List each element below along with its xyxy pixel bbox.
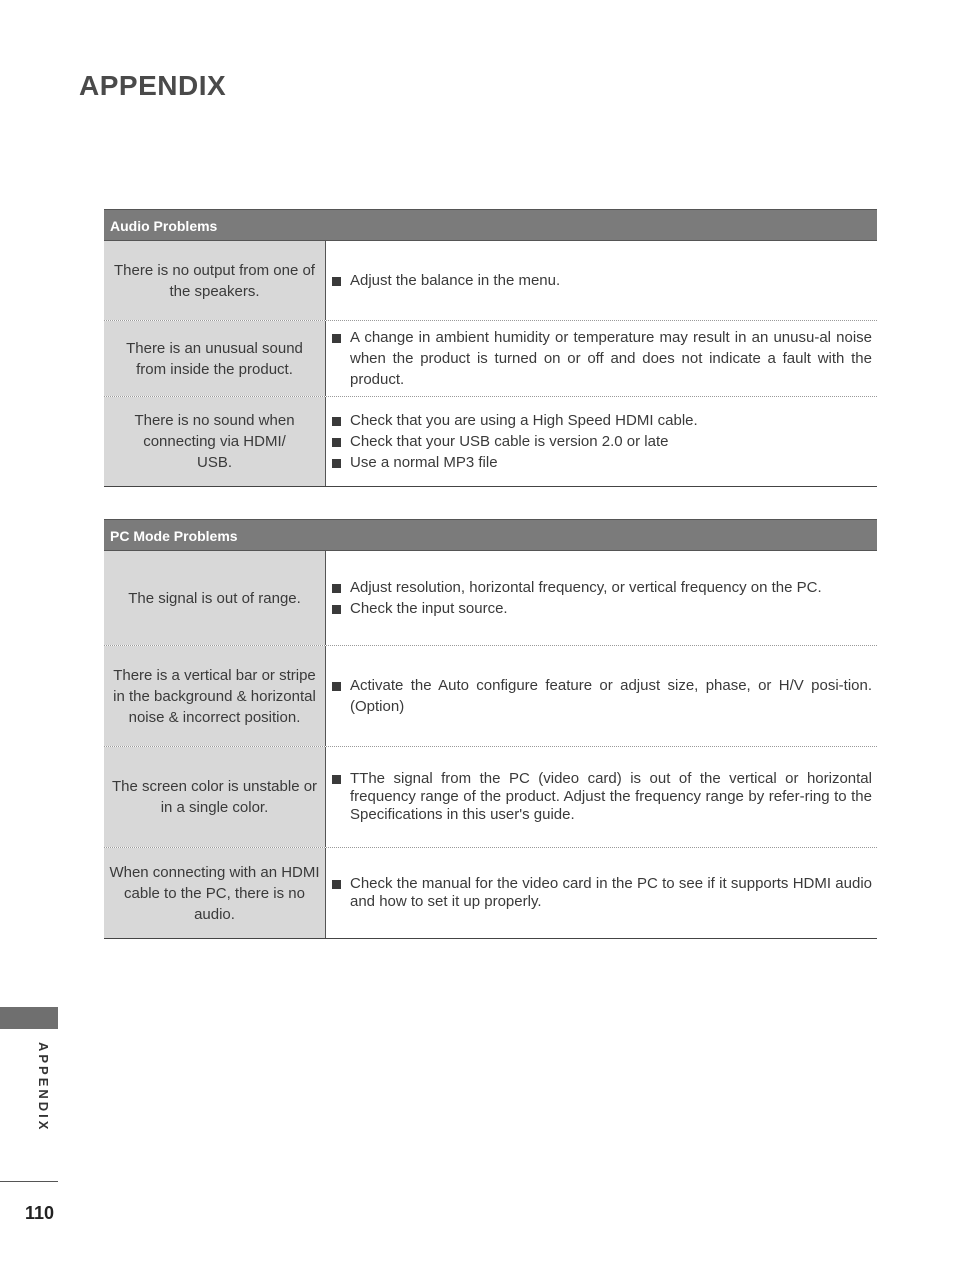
footer-divider [0, 1181, 58, 1182]
problem-cell: There is an unusual sound from inside the product. [104, 321, 326, 396]
page-title: APPENDIX [79, 70, 227, 101]
square-bullet-icon [332, 410, 343, 431]
problem-cell: There is no sound when connecting via HDMI/ USB. [104, 397, 326, 486]
solution-item: TThe signal from the PC (video card) is out of the vertical or horizontal frequency range of the product. Adjust the frequency range by refer-ring to the Specifications in this user's guide. [332, 770, 872, 824]
solution-item: Check the manual for the video card in the PC to see if it supports HDMI audio and how to set it up properly. [332, 875, 872, 911]
table-header: PC Mode Problems [104, 519, 877, 551]
solution-item: A change in ambient humidity or temperature may result in an unusu-al noise when the product is turned on or off and does not indicate a fault with the product. [332, 327, 872, 390]
table-row [104, 321, 877, 397]
problem-cell: There is a vertical bar or stripe in the background & horizontal noise & incorrect position. [104, 646, 326, 746]
solution-cell [326, 747, 877, 847]
table-row [104, 747, 877, 848]
table-header: Audio Problems [104, 209, 877, 241]
square-bullet-icon [332, 327, 343, 390]
problem-cell: The signal is out of range. [104, 551, 326, 645]
solution-item: Activate the Auto configure feature or adjust size, phase, or H/V posi-tion. (Option) [332, 675, 872, 717]
problem-cell: The screen color is unstable or in a single color. [104, 747, 326, 847]
solution-item: Adjust the balance in the menu. [332, 270, 872, 291]
side-section-label: APPENDIX [36, 1042, 51, 1133]
solution-cell [326, 241, 877, 320]
pc-mode-problems-table [104, 519, 877, 939]
page-number: 110 [25, 1203, 55, 1223]
square-bullet-icon [332, 431, 343, 452]
solution-cell [326, 397, 877, 486]
square-bullet-icon [332, 598, 343, 619]
problem-cell: When connecting with an HDMI cable to the PC, there is no audio. [104, 848, 326, 938]
problem-cell: There is no output from one of the speakers. [104, 241, 326, 320]
table-row [104, 551, 877, 646]
square-bullet-icon [332, 270, 343, 291]
solution-item: Adjust resolution, horizontal frequency, or vertical frequency on the PC. [332, 577, 872, 598]
audio-problems-table [104, 209, 877, 487]
solution-item: Check that you are using a High Speed HDMI cable. [332, 410, 872, 431]
solution-item: Use a normal MP3 file [332, 452, 872, 473]
square-bullet-icon [332, 577, 343, 598]
solution-cell [326, 321, 877, 396]
solution-cell [326, 646, 877, 746]
solution-item: Check that your USB cable is version 2.0 or late [332, 431, 872, 452]
square-bullet-icon [332, 770, 343, 824]
square-bullet-icon [332, 452, 343, 473]
table-row [104, 646, 877, 747]
table-row [104, 848, 877, 939]
solution-item: Check the input source. [332, 598, 872, 619]
square-bullet-icon [332, 675, 343, 717]
square-bullet-icon [332, 875, 343, 911]
side-tab-marker [0, 1007, 58, 1029]
solution-cell [326, 551, 877, 645]
solution-cell [326, 848, 877, 938]
table-row [104, 241, 877, 321]
table-row [104, 397, 877, 487]
